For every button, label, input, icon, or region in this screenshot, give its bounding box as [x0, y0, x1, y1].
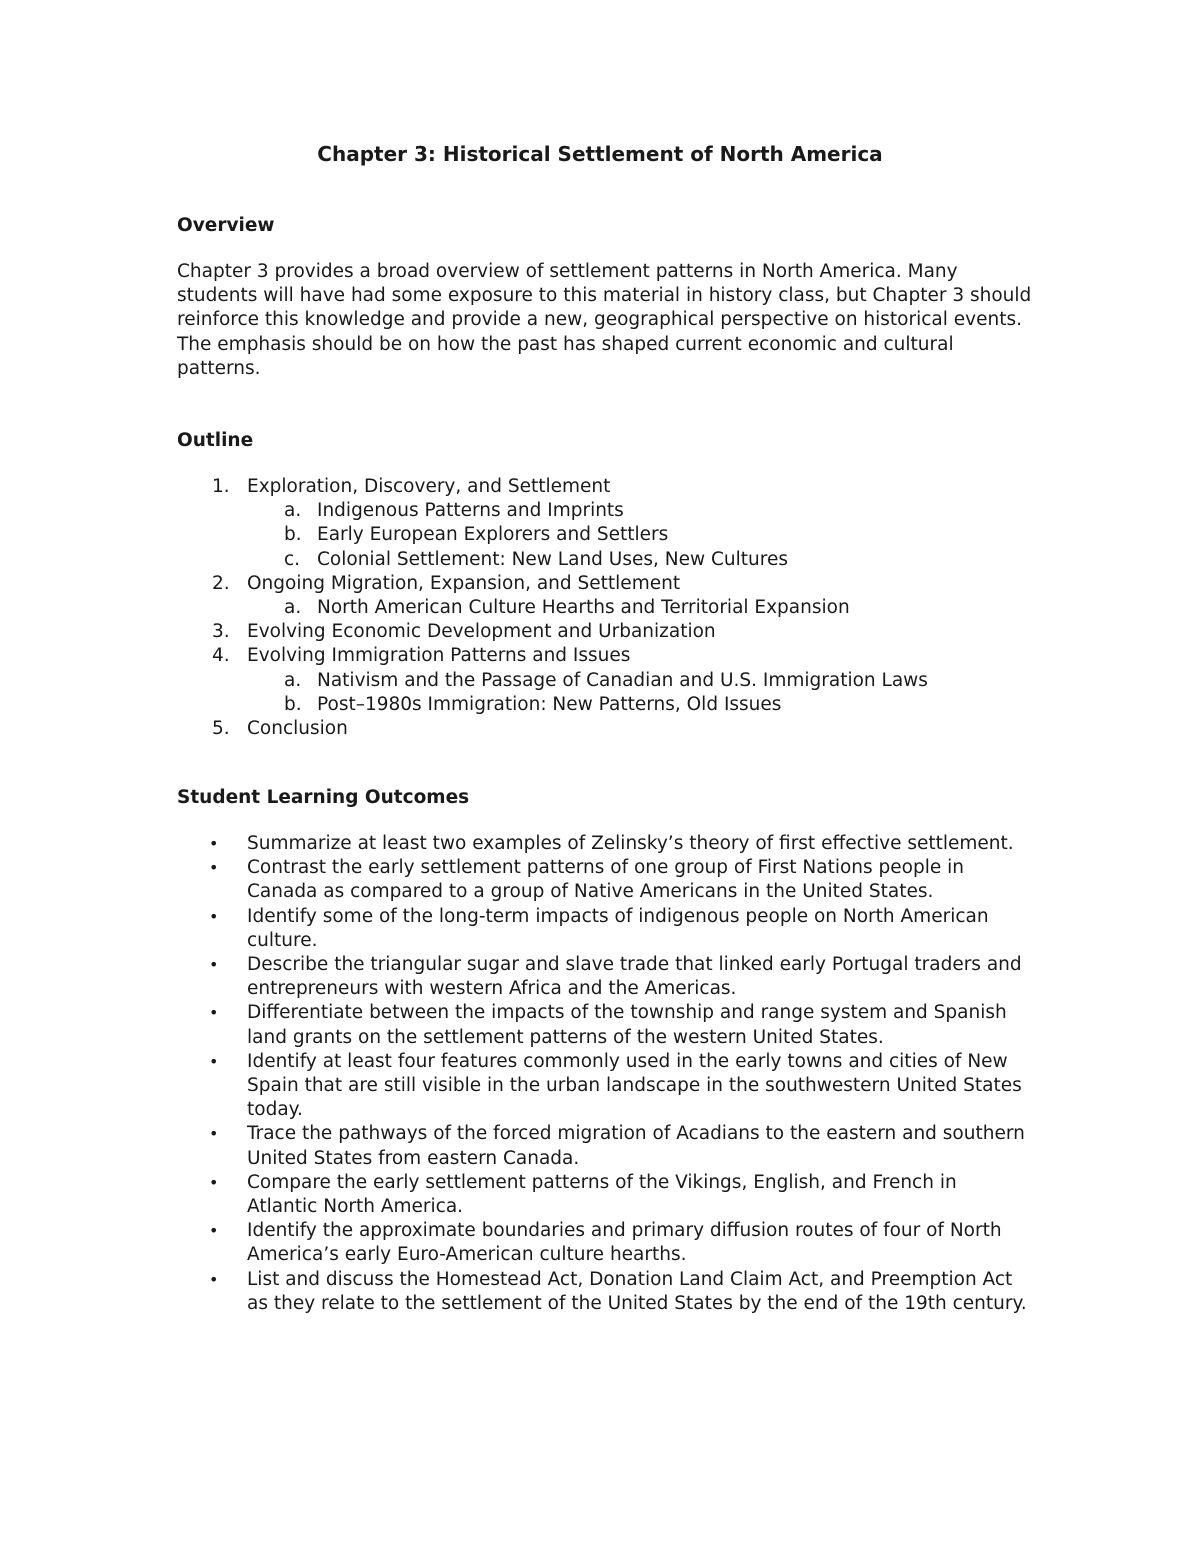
bullet-marker: •: [209, 1269, 219, 1289]
outline-item: [0, 717, 928, 741]
outline-text: Early European Explorers and Settlers: [317, 524, 669, 546]
outline-text: Post–1980s Immigration: New Patterns, Old Issues: [317, 693, 782, 715]
outline-text: Conclusion: [247, 718, 348, 740]
outline-marker: 4.: [212, 645, 230, 667]
outcomes-list: [0, 832, 1027, 1316]
outline-text: Colonial Settlement: New Land Uses, New Cultures: [317, 548, 788, 570]
outline-marker: 2.: [212, 572, 230, 594]
outline-text: Evolving Immigration Patterns and Issues: [247, 645, 631, 667]
bullet-marker: •: [209, 834, 219, 853]
overview-heading: Overview: [177, 215, 275, 236]
outline-marker: 1.: [212, 476, 230, 497]
outcome-item: [0, 1001, 1027, 1049]
outline-marker: 5.: [212, 718, 230, 740]
outline-text: North American Culture Hearths and Territorial Expansion: [317, 597, 850, 619]
outcome-item: [0, 832, 1027, 856]
bullet-marker: •: [209, 906, 219, 926]
outline-text: Exploration, Discovery, and Settlement: [247, 476, 611, 497]
outline-text: Indigenous Patterns and Imprints: [317, 500, 624, 522]
outcome-text: Summarize at least two examples of Zelinsky’s theory of first effective settlement.: [247, 833, 1014, 854]
outline-marker: c.: [284, 548, 301, 570]
outline-list: [0, 475, 928, 741]
outcome-item: [0, 1050, 1027, 1123]
outline-marker: a.: [284, 500, 302, 522]
outline-subitem: [0, 669, 928, 693]
overview-paragraph: Chapter 3 provides a broad overview of settlement patterns in North America. Many students will have had some exposure to this material in history class, but Chapter 3 should reinforce this knowledge and provide a new, geographical perspective on historical events. The emphasis should be on how the past has shaped current economic and cultural patterns.: [177, 261, 1032, 379]
outcome-text: List and discuss the Homestead Act, Donation Land Claim Act, and Preemption Act as they relate to the settlement of the United States by the end of the 19th century.: [247, 1268, 1027, 1314]
outline-marker: b.: [284, 524, 302, 546]
bullet-marker: •: [209, 1221, 219, 1241]
bullet-marker: •: [209, 1172, 219, 1192]
outcome-text: Differentiate between the impacts of the township and range system and Spanish land grants on the settlement patterns of the western United States.: [247, 1002, 1007, 1048]
outline-item: [0, 644, 928, 668]
outline-subitem: [0, 693, 928, 717]
outcome-item: [0, 1122, 1027, 1170]
page-title: Chapter 3: Historical Settlement of North America: [317, 142, 883, 166]
outline-subitem: [0, 548, 928, 572]
outline-subitem: [0, 499, 928, 523]
outline-subitem: [0, 596, 928, 620]
outcomes-heading: Student Learning Outcomes: [177, 787, 470, 808]
outcome-item: [0, 1219, 1027, 1267]
outline-text: Nativism and the Passage of Canadian and U.S. Immigration Laws: [317, 669, 928, 691]
outcome-item: [0, 1171, 1027, 1219]
outline-text: Ongoing Migration, Expansion, and Settlement: [247, 572, 681, 594]
outline-text: Evolving Economic Development and Urbanization: [247, 621, 716, 643]
bullet-marker: •: [209, 955, 219, 975]
outcome-text: Trace the pathways of the forced migration of Acadians to the eastern and southern United States from eastern Canada.: [247, 1123, 1025, 1169]
outcome-item: [0, 905, 1027, 953]
outline-heading: Outline: [177, 430, 254, 451]
outline-item: [0, 572, 928, 596]
outline-item: [0, 475, 928, 499]
outcome-text: Identify the approximate boundaries and primary diffusion routes of four of North America’s early Euro-American culture hearths.: [247, 1220, 1002, 1266]
outcome-text: Identify some of the long-term impacts of indigenous people on North American culture.: [247, 905, 989, 951]
bullet-marker: •: [209, 1051, 219, 1071]
outcome-item: [0, 856, 1027, 904]
outcome-text: Contrast the early settlement patterns of one group of First Nations people in Canada as compared to a group of Native Americans in the United States.: [247, 857, 965, 903]
outline-marker: b.: [284, 693, 302, 715]
bullet-marker: •: [209, 1003, 219, 1023]
outline-marker: a.: [284, 669, 302, 691]
outcome-item: [0, 1268, 1027, 1316]
bullet-marker: •: [209, 858, 219, 878]
bullet-marker: •: [209, 1124, 219, 1144]
outcome-text: Compare the early settlement patterns of the Vikings, English, and French in Atlantic North America.: [247, 1171, 957, 1218]
outcome-item: [0, 953, 1027, 1001]
outline-subitem: [0, 523, 928, 547]
outline-marker: 3.: [212, 621, 230, 643]
outcome-text: Identify at least four features commonly used in the early towns and cities of New Spain that are still visible in the urban landscape in the southwestern United States today.: [247, 1050, 1022, 1121]
outcome-text: Describe the triangular sugar and slave trade that linked early Portugal traders and entrepreneurs with western Africa and the Americas.: [247, 954, 1022, 1000]
outline-item: [0, 620, 928, 644]
outline-marker: a.: [284, 597, 302, 619]
